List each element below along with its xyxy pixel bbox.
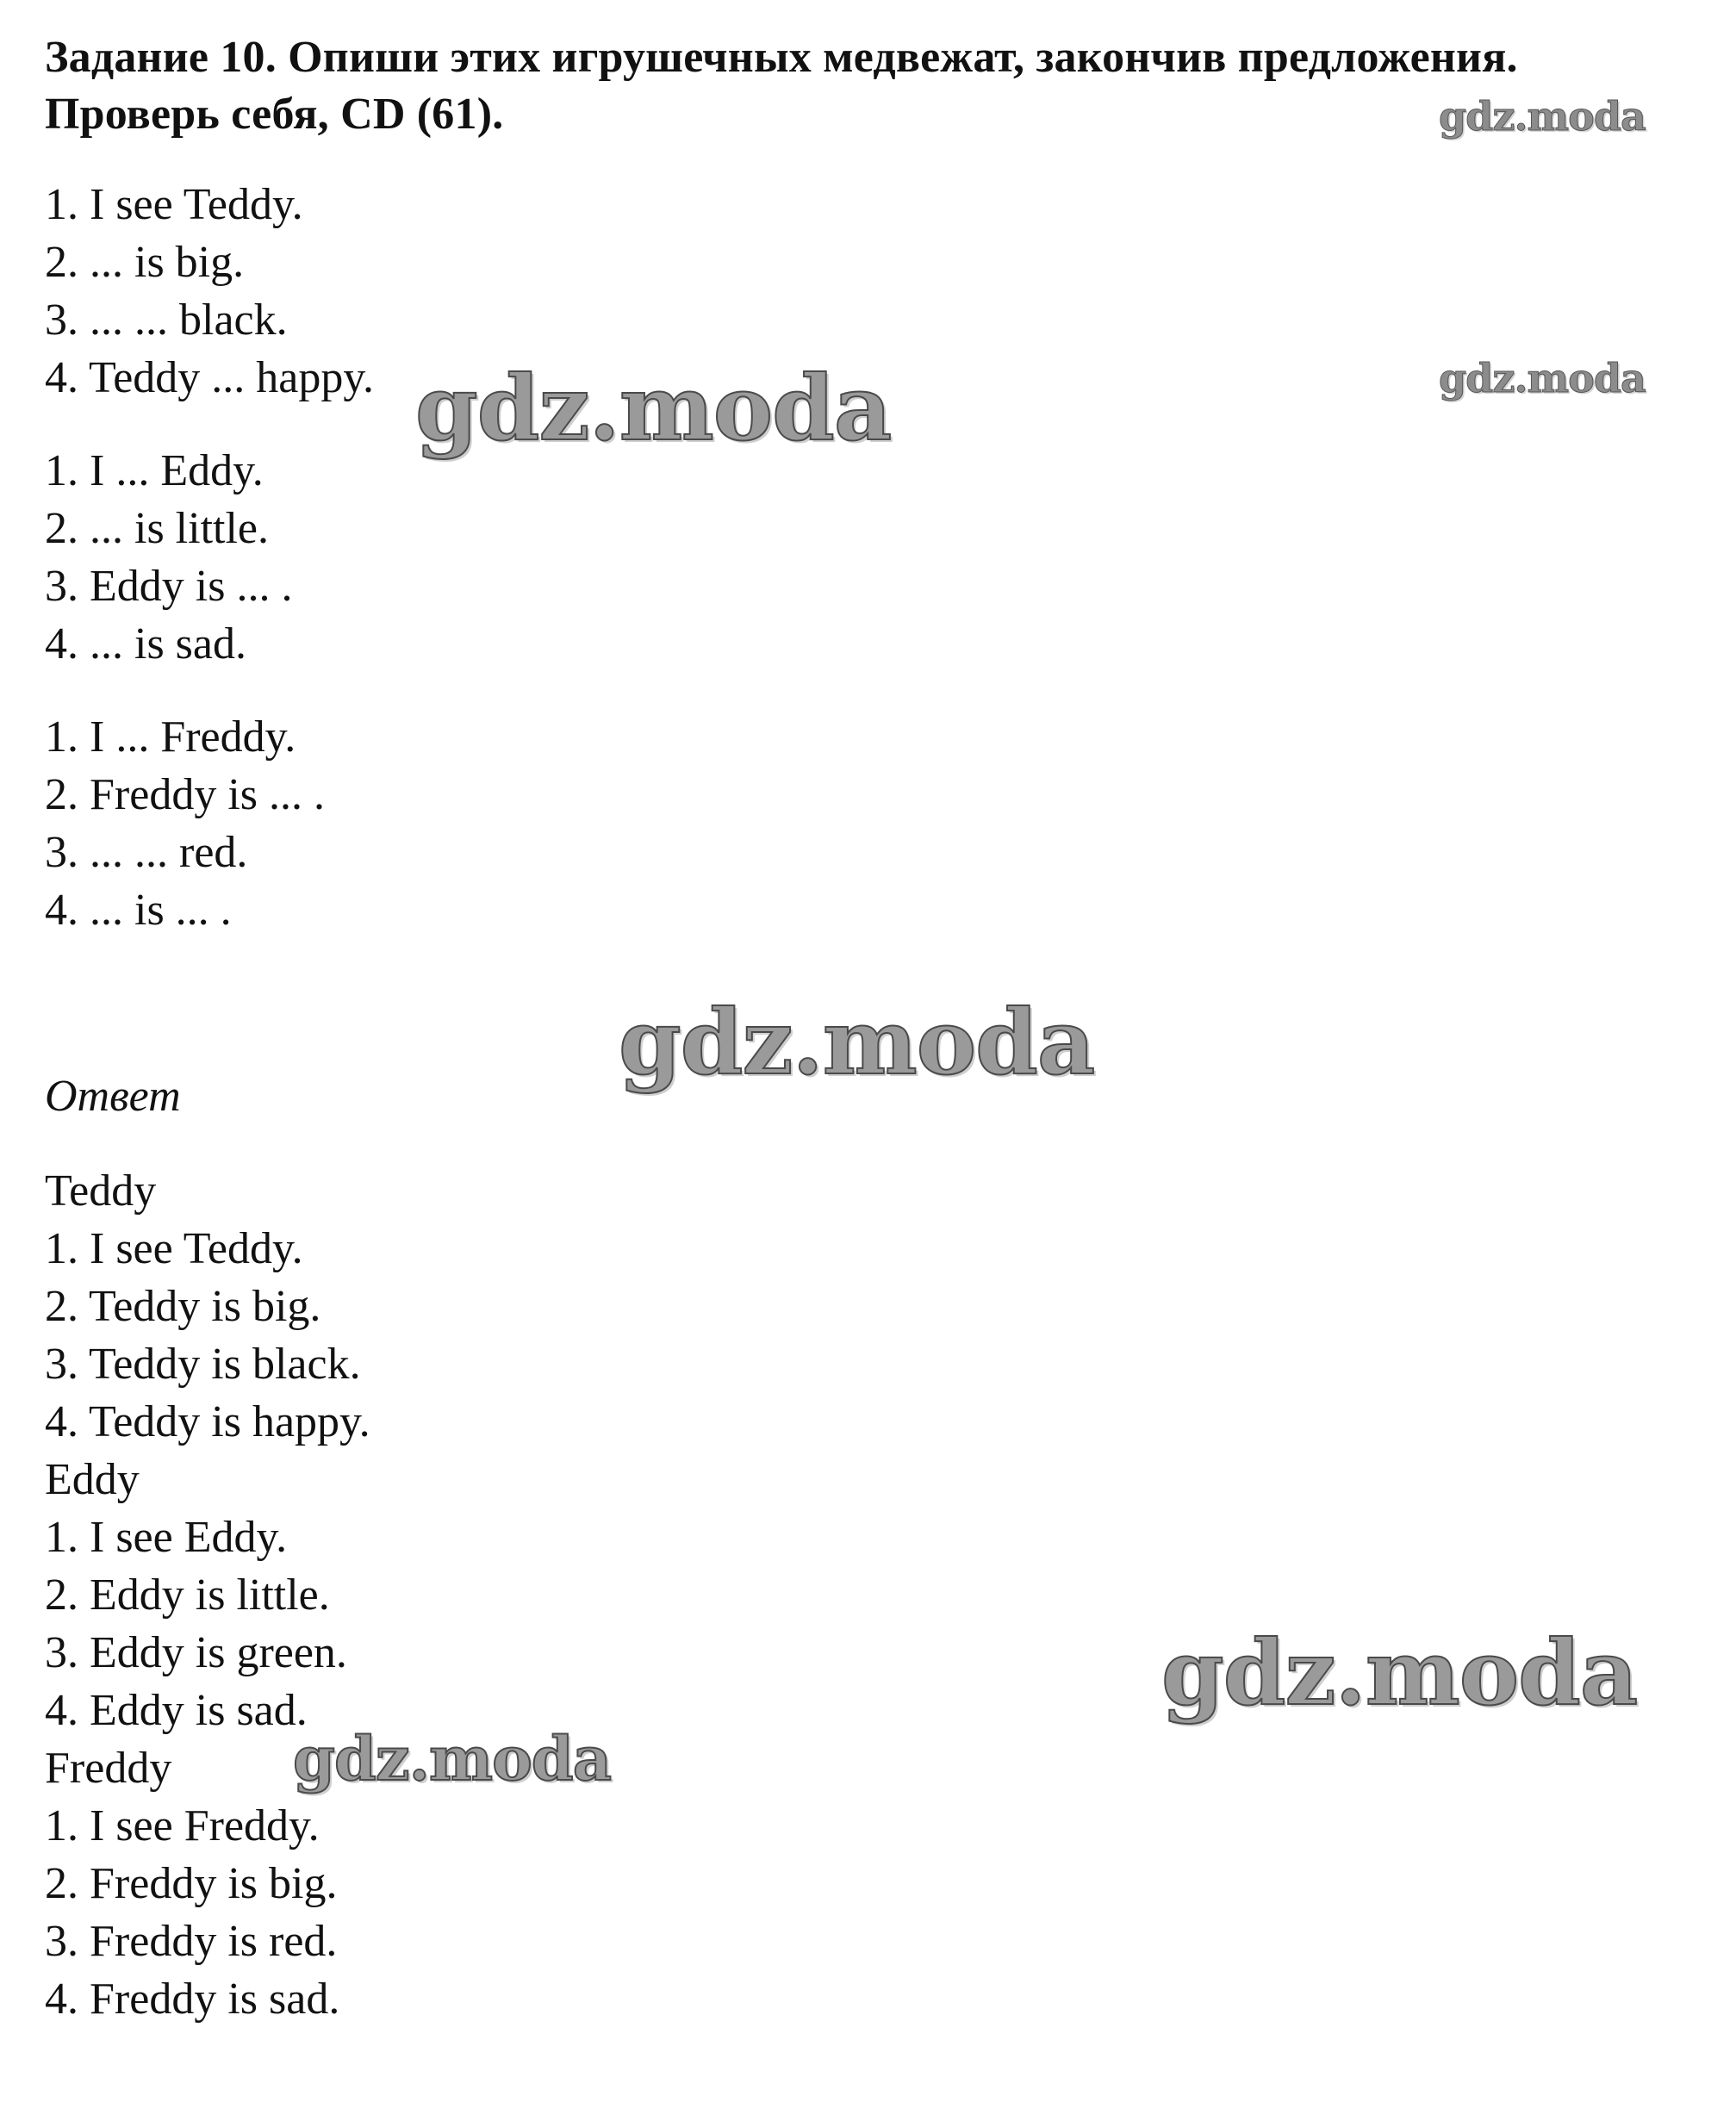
answer-freddy-name: Freddy [45,1744,172,1793]
watermark-top-right: gdz.moda [1439,93,1646,140]
task-title: Задание 10. Опиши этих игрушечных медвежат, закончив предложения. [45,33,1518,82]
watermark-lower-right: gdz.moda [1161,1620,1638,1726]
answer-eddy-line-3: 3. Eddy is green. [45,1628,347,1677]
exercise-teddy-line-4: 4. Teddy ... happy. [45,353,374,402]
answer-teddy-name: Teddy [45,1166,157,1216]
answer-freddy-line-3: 3. Freddy is red. [45,1917,338,1966]
watermark-upper-center: gdz.moda [415,355,892,461]
answer-teddy-line-1: 1. I see Teddy. [45,1224,303,1273]
exercise-teddy-line-3: 3. ... ... black. [45,295,288,345]
answer-eddy-line-1: 1. I see Eddy. [45,1513,288,1562]
watermark-middle-center: gdz.moda [619,989,1095,1095]
answer-eddy-line-2: 2. Eddy is little. [45,1570,330,1620]
answer-teddy-line-4: 4. Teddy is happy. [45,1397,370,1446]
answer-freddy-line-1: 1. I see Freddy. [45,1801,320,1850]
task-heading [45,29,1518,143]
exercise-eddy-line-1: 1. I ... Eddy. [45,446,264,495]
exercise-freddy-line-4: 4. ... is ... . [45,886,232,935]
answer-freddy-line-2: 2. Freddy is big. [45,1859,338,1908]
exercise-freddy-line-2: 2. Freddy is ... . [45,770,325,819]
exercise-eddy-line-3: 3. Eddy is ... . [45,562,293,611]
answer-eddy-name: Eddy [45,1455,140,1504]
watermark-lower-left: gdz.moda [293,1723,612,1794]
exercise-freddy-line-3: 3. ... ... red. [45,828,248,877]
exercise-freddy-line-1: 1. I ... Freddy. [45,712,296,762]
task-subtitle: Проверь себя, CD (61). [45,90,504,139]
answer-label: Ответ [45,1072,181,1121]
exercise-teddy-line-1: 1. I see Teddy. [45,180,303,229]
answer-teddy-line-2: 2. Teddy is big. [45,1282,321,1331]
answer-freddy-line-4: 4. Freddy is sad. [45,1975,340,2024]
exercise-eddy-line-4: 4. ... is sad. [45,619,246,669]
exercise-eddy-line-2: 2. ... is little. [45,504,269,553]
exercise-teddy-line-2: 2. ... is big. [45,238,245,287]
answer-eddy-line-4: 4. Eddy is sad. [45,1686,308,1735]
watermark-upper-right: gdz.moda [1439,355,1646,401]
answer-teddy-line-3: 3. Teddy is black. [45,1340,361,1389]
